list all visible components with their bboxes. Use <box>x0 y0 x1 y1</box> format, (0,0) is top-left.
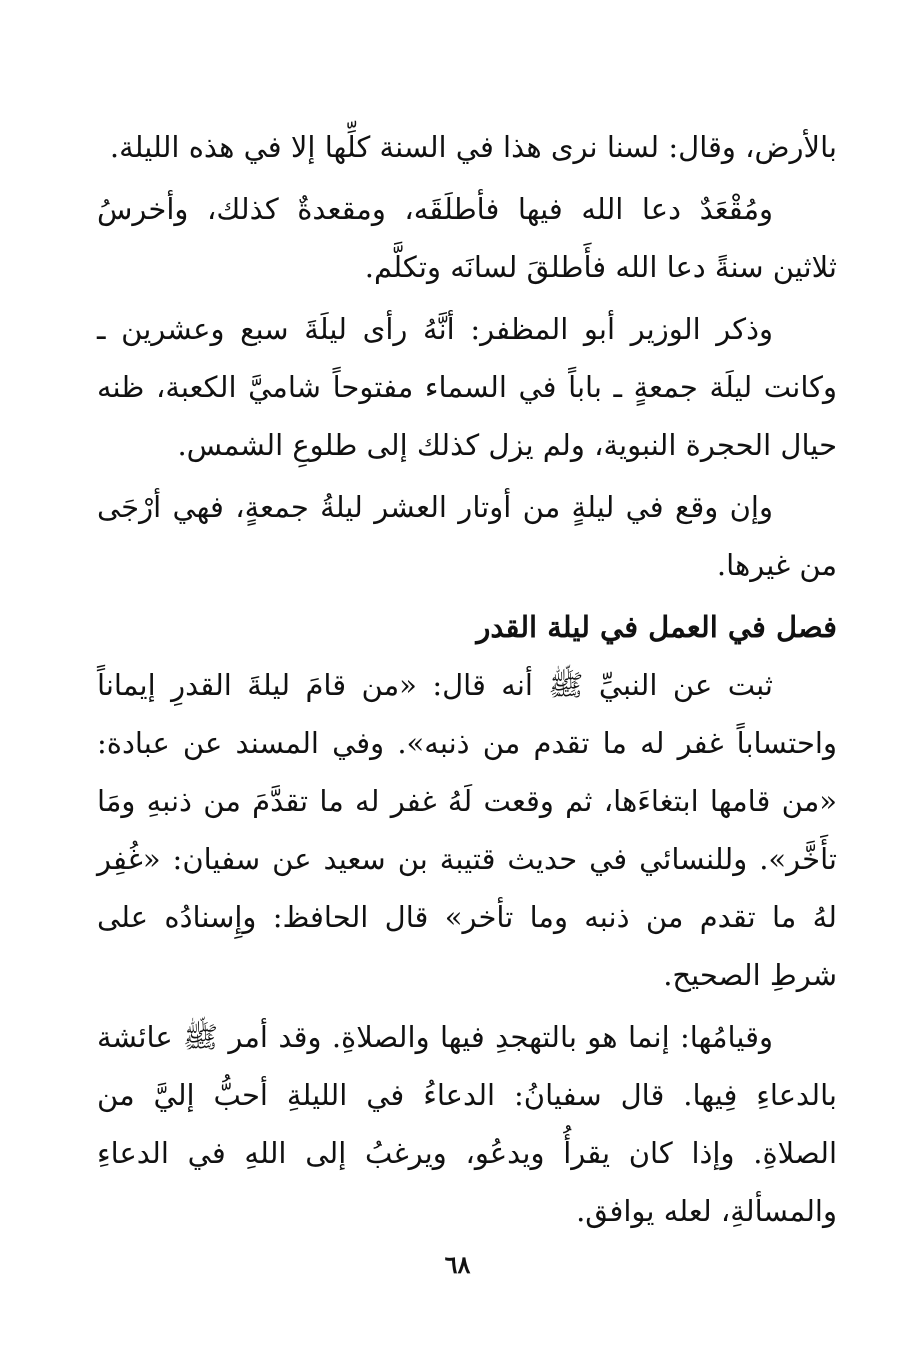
paragraph-odd-nights: وإن وقع في ليلةٍ من أوتار العشر ليلةُ جمعةٍ، فهي أرْجَى من غيرها. <box>97 490 837 582</box>
page-number: ٦٨ <box>444 1250 471 1279</box>
page-body <box>97 118 837 1244</box>
paragraph-vizier: وذكر الوزير أبو المظفر: أنَّهُ رأى ليلَةَ سبع وعشرين ـ وكانت ليلَة جمعةٍ ـ باباً في السماء مفتوحاً شاميَّ الكعبة، ظنه حيال الحجرة النبوية، ولم يزل كذلك إلى طلوعِ الشمس. <box>97 312 837 462</box>
paragraph-hadith: ثبت عن النبيِّ ﷺ أنه قال: «من قامَ ليلةَ القدرِ إيماناً واحتساباً غفر له ما تقدم من ذنبه». وفي المسند عن عبادة: «من قامها ابتغاءَها، ثم وقعت لَهُ غفر له ما تقدَّمَ من ذنبهِ ومَا تأَخَّر». وللنسائي في حديث قتيبة بن سعيد عن سفيان: «غُفِر لهُ ما تقدم من ذنبه وما تأخر» قال الحافظ: وإِسنادُه على شرطِ الصحيح. <box>97 668 837 992</box>
paragraph-continuation: بالأرض، وقال: لسنا نرى هذا في السنة كلِّها إلا في هذه الليلة. <box>109 130 837 164</box>
section-heading: فصل في العمل في ليلة القدر <box>476 610 837 644</box>
paragraph-qiyam: وقيامُها: إنما هو بالتهجدِ فيها والصلاةِ. وقد أمر ﷺ عائشة بالدعاءِ فِيها. قال سفيانُ: الدعاءُ في الليلةِ أحبُّ إليَّ من الصلاةِ. وإذا كان يقرأُ ويدعُو، ويرغبُ إلى اللهِ في الدعاءِ والمسألةِ، لعله يوافق. <box>97 1020 837 1228</box>
paragraph-muqad: ومُقْعَدٌ دعا الله فيها فأطلَقَه، ومقعدةٌ كذلك، وأخرسُ ثلاثين سنةً دعا الله فأَطلقَ لسانَه وتكلَّم. <box>97 192 837 284</box>
